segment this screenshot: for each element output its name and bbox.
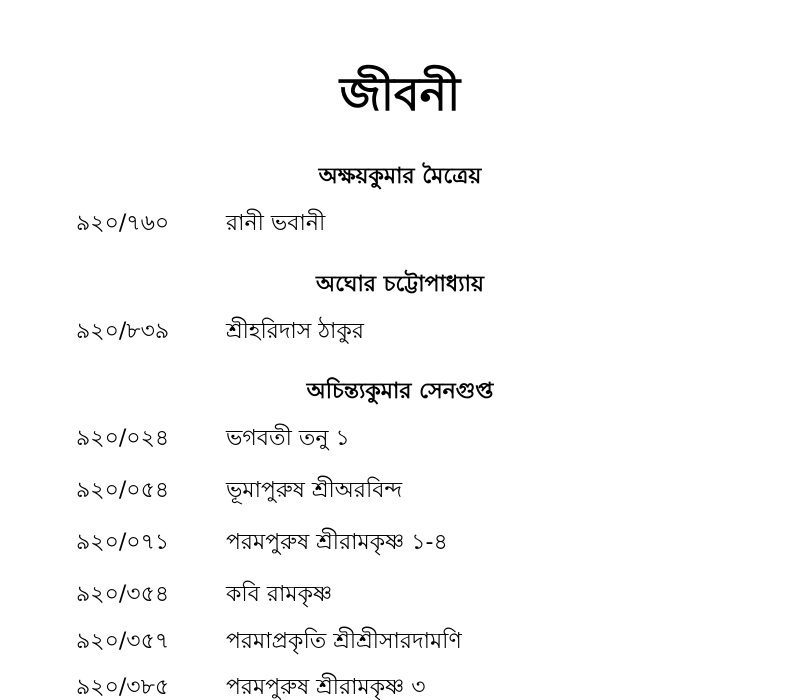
call-number: ৯২০/০২৪ — [76, 426, 170, 451]
book-title: পরমপুরুষ শ্রীরামকৃষ্ণ ১-৪ — [226, 530, 448, 555]
catalog-entry — [0, 670, 800, 700]
author-heading: অঘোর চট্টোপাধ্যায় — [316, 271, 484, 297]
book-title: ভগবতী তনু ১ — [226, 426, 350, 451]
call-number: ৯২০/০৭১ — [76, 530, 170, 555]
call-number: ৯২০/৩৮৫ — [76, 675, 170, 700]
call-number: ৯২০/৩৫৭ — [76, 629, 170, 654]
book-title: ভূমাপুরুষ শ্রীঅরবিন্দ — [226, 478, 403, 503]
book-title: পরমাপ্রকৃতি শ্রীশ্রীসারদামণি — [226, 629, 462, 654]
book-title: রানী ভবানী — [226, 211, 326, 236]
book-title: শ্রীহরিদাস ঠাকুর — [226, 319, 364, 344]
book-title: কবি রামকৃষ্ণ — [226, 582, 333, 607]
catalog-entry — [0, 577, 800, 613]
catalog-entry — [0, 525, 800, 561]
catalog-entry — [0, 421, 800, 457]
catalog-entry — [0, 473, 800, 509]
catalog-entry — [0, 206, 800, 242]
author-heading: অক্ষয়কুমার মৈত্রেয় — [318, 163, 482, 189]
catalog-entry — [0, 314, 800, 350]
call-number: ৯২০/৭৬০ — [76, 211, 170, 236]
call-number: ৯২০/৩৫৪ — [76, 582, 170, 607]
call-number: ৯২০/০৫৪ — [76, 478, 170, 503]
author-heading: অচিন্ত্যকুমার সেনগুপ্ত — [306, 378, 494, 404]
book-title: পরমপুরুষ শ্রীরামকৃষ্ণ ৩ — [226, 675, 426, 700]
call-number: ৯২০/৮৩৯ — [76, 319, 170, 344]
page-title: জীবনী — [339, 67, 461, 121]
catalog-entry — [0, 624, 800, 660]
